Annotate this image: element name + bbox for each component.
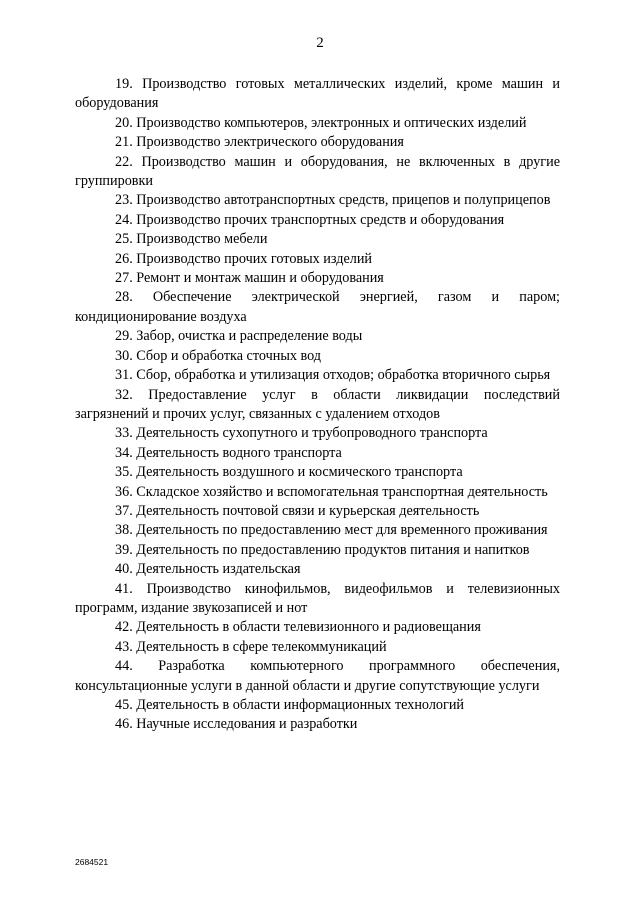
list-item: 44. Разработка компьютерного программного обеспечения, консультационные услуги в данной области и другие сопутствующие услуги [75,658,560,694]
list-item: 36. Складское хозяйство и вспомогательная транспортная деятельность [115,483,548,500]
list-item: 41. Производство кинофильмов, видеофильмов и телевизионных программ, издание звукозаписей и нот [75,580,560,616]
list-item: 22. Производство машин и оборудования, не включенных в другие группировки [75,153,560,190]
list-item: 43. Деятельность в сфере телекоммуникаций [115,638,387,655]
list-item: 26. Производство прочих готовых изделий [115,250,373,267]
list-item: 39. Деятельность по предоставлению продуктов питания и напитков [115,541,530,558]
list-item: 34. Деятельность водного транспорта [115,444,342,461]
list-item: 29. Забор, очистка и распределение воды [115,328,363,345]
list-item: 23. Производство автотранспортных средств, прицепов и полуприцепов [115,192,551,209]
document-code: 2684521 [75,857,109,867]
list-item: 33. Деятельность сухопутного и трубопроводного транспорта [115,425,488,442]
list-item: 32. Предоставление услуг в области ликвидации последствий загрязнений и прочих услуг, связанных с удалением отходов [75,386,560,422]
list-item: 19. Производство готовых металлических изделий, кроме машин и оборудования [75,76,560,112]
list-item: 40. Деятельность издательская [115,561,301,578]
page-number: 2 [316,35,324,51]
list-item: 30. Сбор и обработка сточных вод [115,347,322,364]
list-item: 38. Деятельность по предоставлению мест для временного проживания [115,522,548,539]
list-item: 31. Сбор, обработка и утилизация отходов; обработка вторичного сырья [115,367,551,384]
list-item: 20. Производство компьютеров, электронных и оптических изделий [115,114,527,131]
list-item: 21. Производство электрического оборудования [115,134,404,151]
list-item: 25. Производство мебели [115,231,268,248]
activity-list [75,75,560,735]
list-item: 45. Деятельность в области информационных технологий [115,697,465,713]
list-item: 42. Деятельность в области телевизионного и радиовещания [115,619,481,636]
list-item: 28. Обеспечение электрической энергией, газом и паром; кондиционирование воздуха [75,289,560,325]
list-item: 46. Научные исследования и разработки [115,716,358,733]
list-item: 35. Деятельность воздушного и космического транспорта [115,464,463,481]
list-item: 37. Деятельность почтовой связи и курьерская деятельность [115,502,480,519]
list-item: 24. Производство прочих транспортных средств и оборудования [115,211,505,228]
list-item: 27. Ремонт и монтаж машин и оборудования [115,270,384,287]
